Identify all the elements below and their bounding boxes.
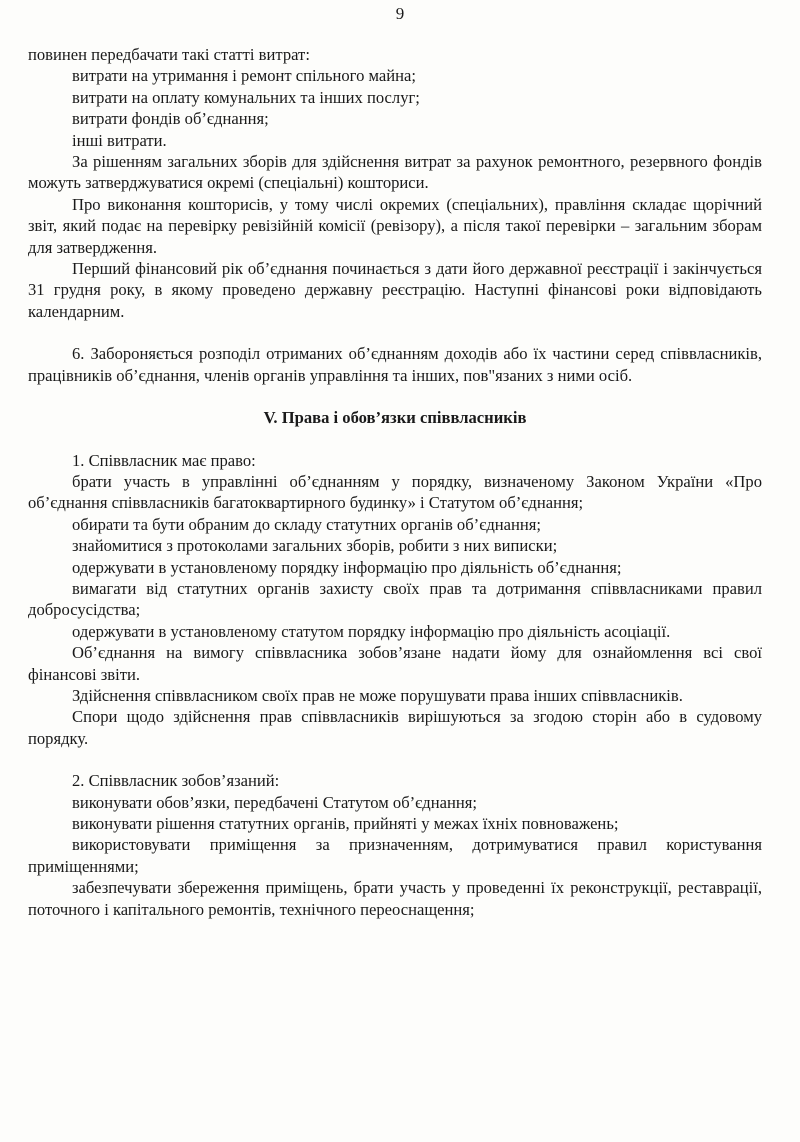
paragraph: повинен передбачати такі статті витрат: [28,45,310,64]
paragraph: забезпечувати збереження приміщень, брати участь у проведенні їх реконструкції, реставрації, поточного і капітального ремонтів, технічного переоснащення; [28,878,762,919]
paragraph: 6. Забороняється розподіл отриманих об’єднанням доходів або їх частини серед співвласників, працівників об’єднання, членів органів управління та інших, пов"язаних з ними осіб. [28,344,762,385]
paragraph: 1. Співвласник має право: [72,450,256,470]
paragraph: використовувати приміщення за призначенням, дотримуватися правил користування приміщеннями; [28,835,762,876]
paragraph: За рішенням загальних зборів для здійснення витрат за рахунок ремонтного, резервного фондів можуть затверджуватися окремі (спеціальні) кошториси. [28,152,762,193]
paragraph: Про виконання кошторисів, у тому числі окремих (спеціальних), правління складає щорічний звіт, який подає на перевірку ревізійній комісії (ревізору), а після такої перевірки – загальним зборам для затвердження. [28,194,762,257]
paragraph: Об’єднання на вимогу співвласника зобов’язане надати йому для ознайомлення всі свої фінансові звіти. [28,643,762,684]
paragraph: Здійснення співвласником своїх прав не може порушувати права інших співвласників. [72,685,683,705]
list-item: виконувати обов’язки, передбачені Статутом об’єднання; [72,792,477,812]
list-item: виконувати рішення статутних органів, прийняті у межах їхніх повноважень; [72,814,619,833]
list-item: обирати та бути обраним до складу статутних органів об’єднання; [72,514,542,534]
list-item: інші витрати. [72,130,167,150]
paragraph: 2. Співвласник зобов’язаний: [72,771,280,791]
paragraph: Спори щодо здійснення прав співвласників вирішуються за згодою сторін або в судовому порядку. [28,707,762,748]
section-heading: V. Права і обов’язки співвласників [263,408,527,428]
page-number: 9 [395,4,405,23]
paragraph: брати участь в управлінні об’єднанням у порядку, визначеному Законом України «Про об’єднання співвласників багатоквартирного будинку» і Статутом об’єднання; [28,471,762,513]
paragraph: Перший фінансовий рік об’єднання починається з дати його державної реєстрації і закінчується 31 грудня року, в якому проведено державну реєстрацію. Наступні фінансові роки відповідають календарним. [28,259,762,321]
paragraph-gap [28,749,762,770]
list-item: одержувати в установленому порядку інформацію про діяльність об’єднання; [72,557,622,577]
paragraph: вимагати від статутних органів захисту своїх прав та дотримання співвласниками правил добросусідства; [28,578,762,620]
document-body [28,44,762,920]
paragraph-gap [28,322,762,343]
paragraph-gap [28,386,762,407]
list-item: витрати фондів об’єднання; [72,109,269,129]
list-item: витрати на утримання і ремонт спільного майна; [72,66,417,86]
list-item: знайомитися з протоколами загальних зборів, робити з них виписки; [72,536,558,556]
list-item: витрати на оплату комунальних та інших послуг; [72,87,420,107]
paragraph: одержувати в установленому статутом порядку інформацію про діяльність асоціації. [72,621,671,641]
paragraph-gap [28,429,762,450]
